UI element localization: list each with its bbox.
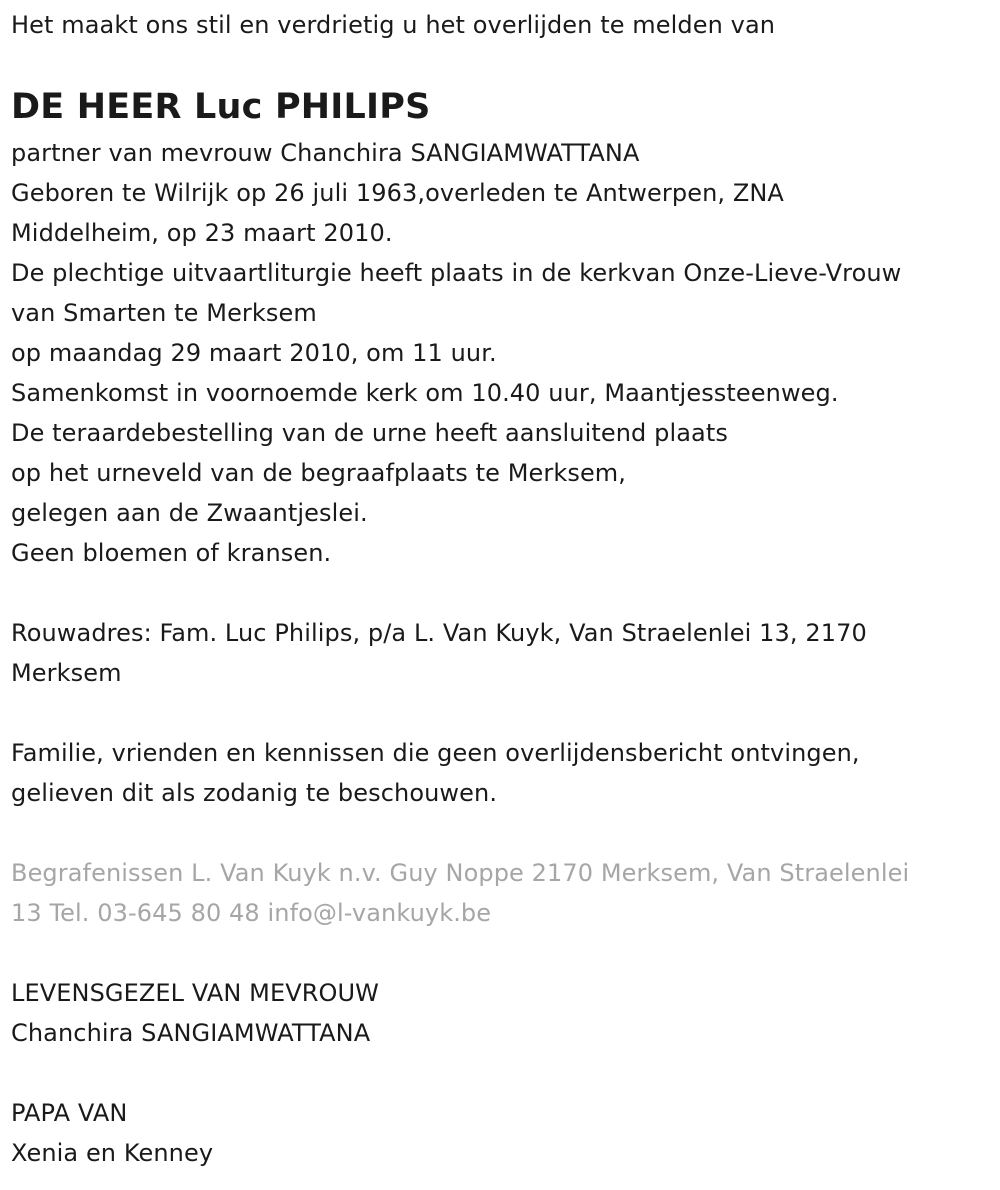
spacer: [11, 573, 991, 613]
detail-line: gelegen aan de Zwaantjeslei.: [11, 499, 368, 527]
notice-line: gelieven dit als zodanig te beschouwen.: [11, 779, 498, 807]
spacer: [11, 1053, 991, 1093]
rouwadres-line: Merksem: [11, 659, 122, 687]
spacer: [11, 933, 991, 973]
notice-line: Familie, vrienden en kennissen die geen overlijdensbericht ontvingen,: [11, 739, 860, 767]
detail-line: op het urneveld van de begraafplaats te Merksem,: [11, 459, 627, 487]
undertaker-line: 13 Tel. 03-645 80 48 info@l-vankuyk.be: [11, 899, 492, 927]
spacer: [11, 813, 991, 853]
partner-heading: LEVENSGEZEL VAN MEVROUW: [11, 979, 380, 1007]
detail-line: De plechtige uitvaartliturgie heeft plaats in de kerkvan Onze-Lieve-Vrouw: [11, 259, 902, 287]
deceased-name: DE HEER Luc PHILIPS: [11, 87, 431, 127]
partner-name: Chanchira SANGIAMWATTANA: [11, 1019, 371, 1047]
rouwadres-block: [11, 613, 991, 693]
undertaker-line: Begrafenissen L. Van Kuyk n.v. Guy Noppe 2170 Merksem, Van Straelenlei: [11, 859, 910, 887]
detail-line: partner van mevrouw Chanchira SANGIAMWATTANA: [11, 139, 640, 167]
spacer: [11, 693, 991, 733]
detail-line: van Smarten te Merksem: [11, 299, 317, 327]
detail-line: Geen bloemen of kransen.: [11, 539, 332, 567]
children-names: Xenia en Kenney: [11, 1139, 214, 1167]
detail-line: op maandag 29 maart 2010, om 11 uur.: [11, 339, 497, 367]
detail-line: Middelheim, op 23 maart 2010.: [11, 219, 393, 247]
children-heading: PAPA VAN: [11, 1099, 128, 1127]
details-block: [11, 133, 991, 573]
detail-line: De teraardebestelling van de urne heeft aansluitend plaats: [11, 419, 728, 447]
children-block: [11, 1093, 991, 1173]
obituary-document: [11, 0, 991, 1173]
rouwadres-line: Rouwadres: Fam. Luc Philips, p/a L. Van Kuyk, Van Straelenlei 13, 2170: [11, 619, 867, 647]
undertaker-block: [11, 853, 991, 933]
detail-line: Geboren te Wilrijk op 26 juli 1963,overleden te Antwerpen, ZNA: [11, 179, 784, 207]
notice-block: [11, 733, 991, 813]
detail-line: Samenkomst in voornoemde kerk om 10.40 uur, Maantjessteenweg.: [11, 379, 839, 407]
intro-text: Het maakt ons stil en verdrietig u het overlijden te melden van: [11, 11, 776, 39]
partner-block: [11, 973, 991, 1053]
